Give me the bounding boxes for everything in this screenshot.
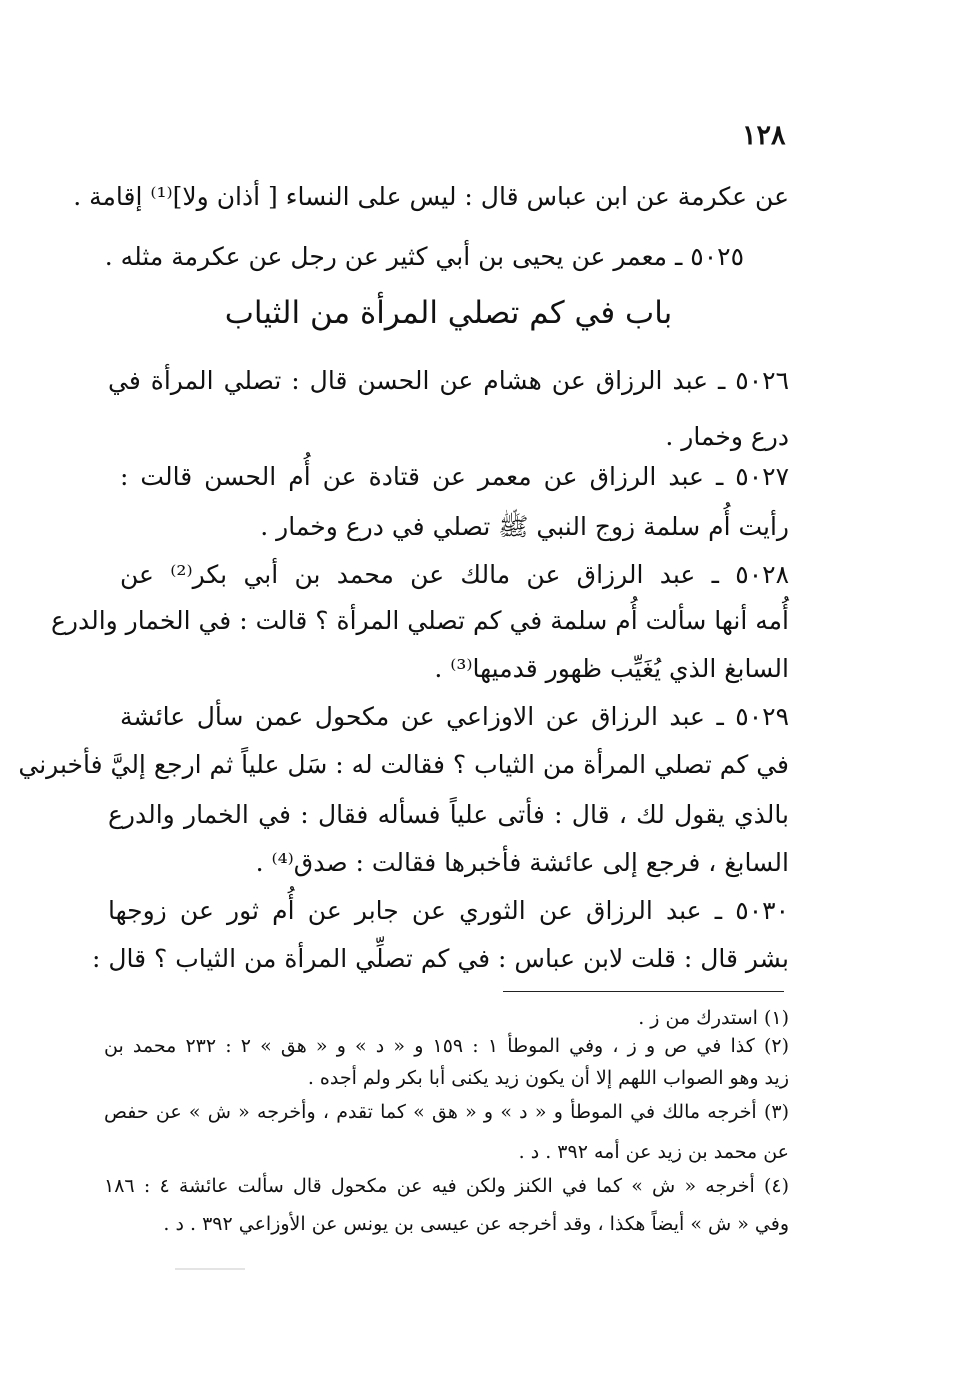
body-line: رأيت أُم سلمة زوج النبي ﷺ تصلي في درع وخمار .: [260, 512, 789, 541]
body-line: عن عكرمة عن ابن عباس قال : ليس على النساء [ أذان ولا]⁽¹⁾ إقامة .: [73, 182, 789, 211]
body-line: بشر قال : قلت لابن عباس : في كم تصلِّي المرأة من الثياب ؟ قال :: [91, 944, 789, 973]
body-line: السابغ الذي يُغَيِّب ظهور قدميها⁽³⁾ .: [434, 654, 789, 683]
footnote-divider: [503, 991, 784, 992]
scan-artifact: [175, 1268, 245, 1270]
footnote-line: (٢) كذا في ص و ز ، وفي الموطأ ١ : ١٥٩ و « د » و « هق » ٢ : ٢٣٢ محمد بن: [104, 1035, 789, 1057]
body-line: بالذي يقول لك ، قال : فأتى علياً فسأله فقال : في الخمار والدرع: [108, 800, 789, 829]
footnote-line: عن محمد بن زيد عن أمه ٣٩٢ . د .: [518, 1141, 789, 1163]
body-line: ٥٠٢٦ ـ عبد الرزاق عن هشام عن الحسن قال : تصلي المرأة في: [108, 366, 789, 395]
body-line: درع وخمار .: [665, 422, 789, 451]
page-number: ١٢٨: [742, 120, 786, 151]
footnote-line: (٣) أخرجه مالك في الموطأ و « د » و « هق » كما تقدم ، وأخرجه « ش » عن حفص: [104, 1101, 789, 1123]
body-line: في كم تصلي المرأة من الثياب ؟ فقالت له : سَل علياً ثم ارجع إليَّ فأخبرني: [18, 750, 789, 779]
body-line: أُمه أنها سألت أُم سلمة في كم تصلي المرأة ؟ قالت : في الخمار والدرع: [50, 606, 789, 635]
footnote-line: (١) استدرك من ز .: [638, 1007, 789, 1029]
body-line: ٥٠٢٧ ـ عبد الرزاق عن معمر عن قتادة عن أُم الحسن قالت :: [120, 462, 789, 491]
section-heading: باب في كم تصلي المرأة من الثياب: [224, 295, 673, 331]
body-line: ٥٠٢٨ ـ عبد الرزاق عن مالك عن محمد بن أبي بكر⁽²⁾ عن: [120, 560, 789, 589]
body-line: ٥٠٢٩ ـ عبد الرزاق عن الاوزاعي عن مكحول عمن سأل عائشة: [120, 702, 789, 731]
footnote-line: (٤) أخرجه « ش » كما في الكنز ولكن فيه عن مكحول قال سألت عائشة ٤ : ١٨٦: [104, 1175, 790, 1197]
body-line: ٥٠٣٠ ـ عبد الرزاق عن الثوري عن جابر عن أُم ثور عن زوجها: [108, 896, 789, 925]
footnote-line: زيد وهو الصواب اللهم إلا أن يكون زيد يكنى أبا بكر ولم أجده .: [307, 1067, 789, 1089]
footnote-line: وفي « ش » أيضاً هكذا ، وقد أخرجه عن عيسى بن يونس عن الأوزاعي ٣٩٢ . د .: [163, 1213, 789, 1235]
body-line: السابغ ، فرجع إلى عائشة فأخبرها فقالت : صدق⁽⁴⁾ .: [255, 848, 789, 877]
body-line: ٥٠٢٥ ـ معمر عن يحيى بن أبي كثير عن رجل عن عكرمة مثله .: [104, 242, 744, 271]
